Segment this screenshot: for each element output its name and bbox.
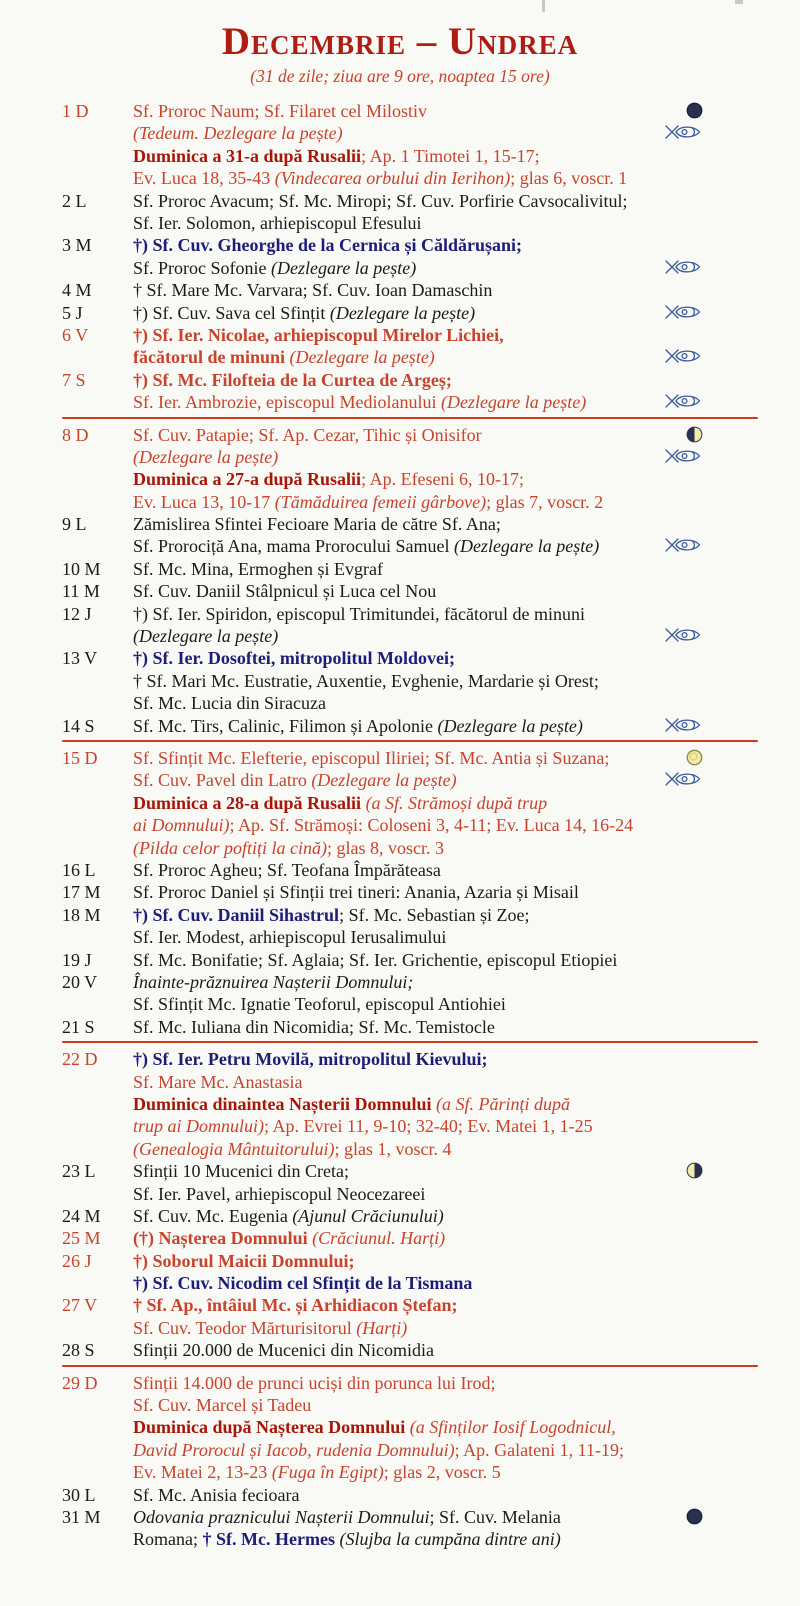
text-segment: †) Sf. Cuv. Sava cel Sfințit bbox=[133, 302, 330, 323]
day-line bbox=[133, 747, 758, 769]
text-segment: ; Ap. 1 Timotei 1, 15-17; bbox=[361, 145, 540, 166]
day-line bbox=[133, 670, 758, 692]
day-line bbox=[133, 1317, 758, 1339]
fish-icon bbox=[664, 536, 706, 555]
text-segment: (Dezlegare la pește) bbox=[289, 347, 435, 368]
text-segment: Sfinții 10 Mucenici din Creta; bbox=[133, 1161, 349, 1182]
text-segment: Sf. Mc. Iuliana din Nicomidia; Sf. Mc. Temistocle bbox=[133, 1016, 495, 1037]
day-row-1 bbox=[62, 100, 758, 190]
day-row-28 bbox=[62, 1339, 758, 1361]
text-segment: făcătorul de minuni bbox=[133, 347, 290, 368]
day-line bbox=[133, 692, 758, 714]
scan-artifact bbox=[735, 0, 743, 4]
text-segment: (Harți) bbox=[356, 1317, 408, 1338]
text-segment: (a Sf. Strămoși după trup bbox=[365, 792, 548, 813]
day-line bbox=[133, 837, 758, 859]
text-segment: Sf. Sfințit Mc. Elefterie, episcopul Iliriei; Sf. Mc. Antia și Suzana; bbox=[133, 748, 610, 769]
text-segment: (Dezlegare la pește) bbox=[311, 770, 457, 791]
text-segment: Sf. Sfințit Mc. Ignatie Teoforul, episcopul Antiohiei bbox=[133, 994, 506, 1015]
day-row-4 bbox=[62, 279, 758, 301]
text-segment: (Dezlegare la pește) bbox=[133, 446, 279, 467]
day-line bbox=[133, 1294, 758, 1316]
text-segment: Sf. Mare Mc. Anastasia bbox=[133, 1071, 303, 1092]
day-line bbox=[133, 513, 758, 535]
day-row-31 bbox=[62, 1506, 758, 1551]
day-line bbox=[133, 558, 758, 580]
text-segment: † Sf. Mare Mc. Varvara; Sf. Cuv. Ioan Damaschin bbox=[133, 280, 493, 301]
day-line bbox=[133, 971, 758, 993]
day-label: 16 L bbox=[62, 859, 96, 880]
day-line bbox=[133, 993, 758, 1015]
day-entry-lines bbox=[133, 558, 758, 580]
day-entry-lines bbox=[133, 647, 758, 714]
day-line bbox=[133, 1183, 758, 1205]
day-label: 19 J bbox=[62, 949, 92, 970]
day-line bbox=[133, 1528, 758, 1550]
text-segment: † Sf. Mc. Hermes bbox=[202, 1529, 340, 1550]
text-segment: (Ajunul Crăciunului) bbox=[292, 1205, 444, 1226]
day-line bbox=[133, 1506, 758, 1528]
day-label: 21 S bbox=[62, 1016, 95, 1037]
text-segment: (Dezlegare la pește) bbox=[453, 536, 600, 557]
text-segment: Sf. Prorociță Ana, mama Prorocului Samuel bbox=[133, 536, 454, 557]
day-entry-lines bbox=[133, 324, 758, 369]
day-entry-lines bbox=[133, 1227, 758, 1249]
day-row-10 bbox=[62, 558, 758, 580]
day-line bbox=[133, 1093, 758, 1115]
moon-phase-light-icon bbox=[686, 749, 703, 766]
day-label: 12 J bbox=[62, 603, 92, 624]
text-segment: †) Sf. Cuv. Nicodim cel Sfințit de la Tismana bbox=[133, 1273, 473, 1294]
moon-phase-half-right-dark-icon bbox=[686, 1162, 703, 1179]
text-segment: Ev. Matei 2, 13-23 bbox=[133, 1462, 272, 1483]
day-label: 18 M bbox=[62, 904, 101, 925]
day-row-2 bbox=[62, 190, 758, 235]
day-entry-lines bbox=[133, 1484, 758, 1506]
text-segment: ; Ap. Evrei 11, 9-10; 32-40; Ev. Matei 1, 1-25 bbox=[264, 1116, 593, 1137]
day-line bbox=[133, 535, 758, 557]
text-segment: (a Sfinților Iosif Logodnicul, bbox=[409, 1417, 616, 1438]
day-row-25 bbox=[62, 1227, 758, 1249]
fish-icon bbox=[664, 258, 706, 277]
day-line bbox=[133, 814, 758, 836]
day-line bbox=[133, 949, 758, 971]
day-line bbox=[133, 1048, 758, 1070]
day-label: 2 L bbox=[62, 190, 87, 211]
text-segment: Sf. Ier. Solomon, arhiepiscopul Efesului bbox=[133, 212, 422, 233]
day-row-26 bbox=[62, 1250, 758, 1295]
text-segment: ai Domnului) bbox=[133, 815, 230, 836]
text-segment: trup ai Domnului) bbox=[133, 1116, 265, 1137]
day-entry-lines bbox=[133, 580, 758, 602]
day-row-7 bbox=[62, 369, 758, 414]
text-segment: Sfinții 14.000 de prunci uciși din porunca lui Irod; bbox=[133, 1372, 496, 1393]
day-entry-lines bbox=[133, 369, 758, 414]
text-segment: Odovania praznicului Nașterii Domnului bbox=[133, 1507, 430, 1528]
day-entry-lines bbox=[133, 859, 758, 881]
day-label: 14 S bbox=[62, 715, 95, 736]
text-segment: (Pilda celor poftiți la cină) bbox=[133, 837, 327, 858]
day-row-12 bbox=[62, 603, 758, 648]
text-segment: Sf. Proroc Sofonie bbox=[133, 257, 271, 278]
text-segment: Sfinții 20.000 de Mucenici din Nicomidia bbox=[133, 1340, 434, 1361]
day-label: 11 M bbox=[62, 581, 100, 602]
day-label: 5 J bbox=[62, 302, 83, 323]
text-segment: Duminica a 27-a după Rusalii bbox=[133, 469, 362, 490]
fish-icon bbox=[664, 770, 706, 789]
text-segment: (Crăciunul. Harți) bbox=[312, 1228, 446, 1249]
day-row-24 bbox=[62, 1205, 758, 1227]
day-label: 8 D bbox=[62, 424, 89, 445]
text-segment: Sf. Cuv. Marcel și Tadeu bbox=[133, 1395, 312, 1416]
day-line bbox=[133, 424, 758, 446]
day-line bbox=[133, 1205, 758, 1227]
text-segment: Sf. Proroc Agheu; Sf. Teofana Împărăteasa bbox=[133, 859, 441, 880]
day-line bbox=[133, 468, 758, 490]
day-label: 1 D bbox=[62, 101, 89, 121]
day-label: 17 M bbox=[62, 882, 101, 903]
fish-icon bbox=[664, 123, 706, 142]
fish-icon bbox=[664, 716, 706, 735]
day-line bbox=[133, 145, 758, 167]
text-segment: David Prorocul și Iacob, rudenia Domnului) bbox=[133, 1439, 455, 1460]
day-line bbox=[133, 1071, 758, 1093]
day-line bbox=[133, 1160, 758, 1182]
day-line bbox=[133, 1250, 758, 1272]
moon-phase-dark-icon bbox=[686, 1508, 703, 1525]
day-line bbox=[133, 257, 758, 279]
day-line bbox=[133, 792, 758, 814]
text-segment: ; Ap. Galateni 1, 11-19; bbox=[454, 1439, 624, 1460]
text-segment: Sf. Mc. Bonifatie; Sf. Aglaia; Sf. Ier. Grichentie, episcopul Etiopiei bbox=[133, 949, 618, 970]
text-segment: †) Sf. Ier. Nicolae, arhiepiscopul Mirelor Lichiei, bbox=[133, 324, 504, 345]
text-segment: Sf. Mc. Anisia fecioara bbox=[133, 1484, 300, 1505]
day-label: 15 D bbox=[62, 748, 98, 769]
day-line bbox=[133, 122, 758, 144]
day-label: 10 M bbox=[62, 558, 101, 579]
day-label: 3 M bbox=[62, 235, 92, 256]
text-segment: ; glas 1, voscr. 4 bbox=[334, 1138, 452, 1159]
text-segment: Duminica după Nașterea Domnului bbox=[133, 1417, 410, 1438]
day-row-18 bbox=[62, 904, 758, 949]
day-label: 9 L bbox=[62, 514, 87, 535]
day-line bbox=[133, 279, 758, 301]
day-line bbox=[133, 1372, 758, 1394]
day-entry-lines bbox=[133, 302, 758, 324]
day-label: 28 S bbox=[62, 1340, 95, 1361]
day-entry-lines bbox=[133, 971, 758, 1016]
text-segment: (Dezlegare la pește) bbox=[329, 302, 476, 323]
day-line bbox=[133, 346, 758, 368]
day-row-11 bbox=[62, 580, 758, 602]
day-line bbox=[133, 580, 758, 602]
fish-icon bbox=[664, 392, 706, 411]
fish-icon bbox=[664, 447, 706, 466]
day-line bbox=[133, 212, 758, 234]
day-label: 24 M bbox=[62, 1205, 101, 1226]
day-line bbox=[133, 1138, 758, 1160]
text-segment: Sf. Cuv. Daniil Stâlpnicul și Luca cel Nou bbox=[133, 581, 437, 602]
day-entry-lines bbox=[133, 1205, 758, 1227]
text-segment: (Dezlegare la pește) bbox=[437, 715, 583, 736]
text-segment: Sf. Ier. Ambrozie, episcopul Mediolanului bbox=[133, 392, 441, 413]
day-entry-lines bbox=[133, 1160, 758, 1205]
text-segment: Sf. Cuv. Pavel din Latro bbox=[133, 770, 312, 791]
day-line bbox=[133, 167, 758, 189]
day-label: 31 M bbox=[62, 1507, 101, 1528]
day-line bbox=[133, 715, 758, 737]
day-line bbox=[133, 190, 758, 212]
text-segment: Sf. Mc. Lucia din Siracuza bbox=[133, 693, 326, 714]
day-line bbox=[133, 603, 758, 625]
day-line bbox=[133, 1416, 758, 1438]
day-label: 20 V bbox=[62, 971, 98, 992]
day-line bbox=[133, 769, 758, 791]
text-segment: ; glas 2, voscr. 5 bbox=[383, 1462, 501, 1483]
text-segment: (a Sf. Părinți după bbox=[436, 1093, 571, 1114]
day-line bbox=[133, 1272, 758, 1294]
day-entry-lines bbox=[133, 715, 758, 737]
day-entry-lines bbox=[133, 190, 758, 235]
day-row-16 bbox=[62, 859, 758, 881]
text-segment: Înainte-prăznuirea Nașterii Domnului; bbox=[133, 971, 414, 992]
day-row-23 bbox=[62, 1160, 758, 1205]
text-segment: †) Sf. Ier. Dosoftei, mitropolitul Moldovei; bbox=[133, 648, 455, 669]
day-row-30 bbox=[62, 1484, 758, 1506]
text-segment: †) Soborul Maicii Domnului; bbox=[133, 1250, 355, 1271]
text-segment: (Dezlegare la pește) bbox=[440, 392, 587, 413]
day-line bbox=[133, 1339, 758, 1361]
day-entry-lines bbox=[133, 279, 758, 301]
day-line bbox=[133, 100, 758, 122]
day-entry-lines bbox=[133, 881, 758, 903]
day-line bbox=[133, 302, 758, 324]
day-entry-lines bbox=[133, 949, 758, 971]
day-line bbox=[133, 1016, 758, 1038]
day-row-21 bbox=[62, 1016, 758, 1038]
day-row-17 bbox=[62, 881, 758, 903]
text-segment: Sf. Ier. Pavel, arhiepiscopul Neocezareei bbox=[133, 1183, 426, 1204]
day-line bbox=[133, 391, 758, 413]
text-segment: (†) Nașterea Domnului bbox=[133, 1228, 313, 1249]
day-label: 30 L bbox=[62, 1484, 96, 1505]
day-line bbox=[133, 369, 758, 391]
day-entry-lines bbox=[133, 100, 758, 190]
text-segment: (Dezlegare la pește) bbox=[133, 626, 279, 647]
day-entry-lines bbox=[133, 1250, 758, 1295]
day-label: 4 M bbox=[62, 280, 92, 301]
day-line bbox=[133, 1484, 758, 1506]
day-line bbox=[133, 1439, 758, 1461]
day-line bbox=[133, 1461, 758, 1483]
day-line bbox=[133, 491, 758, 513]
day-row-22 bbox=[62, 1048, 758, 1160]
text-segment: ; Ap. Sf. Strămoși: Coloseni 3, 4-11; Ev. Luca 14, 16-24 bbox=[229, 815, 634, 836]
day-entry-lines bbox=[133, 424, 758, 514]
text-segment: Sf. Proroc Avacum; Sf. Mc. Miropi; Sf. Cuv. Porfirie Cavsocalivitul; bbox=[133, 190, 628, 211]
day-line bbox=[133, 234, 758, 256]
text-segment: Sf. Cuv. Patapie; Sf. Ap. Cezar, Tihic și Onisifor bbox=[133, 424, 482, 445]
text-segment: Duminica dinaintea Nașterii Domnului bbox=[133, 1093, 437, 1114]
scan-artifact bbox=[542, 0, 545, 12]
text-segment: (Genealogia Mântuitorului) bbox=[133, 1138, 335, 1159]
text-segment: Ev. Luca 13, 10-17 bbox=[133, 491, 275, 512]
fish-icon bbox=[664, 347, 706, 366]
text-segment: (Vindecarea orbului din Ierihon) bbox=[274, 168, 511, 189]
text-segment: Sf. Proroc Daniel și Sfinții trei tineri: Anania, Azaria și Misail bbox=[133, 882, 579, 903]
week-separator bbox=[62, 740, 758, 742]
day-line bbox=[133, 446, 758, 468]
week-separator bbox=[62, 1365, 758, 1367]
day-line bbox=[133, 324, 758, 346]
text-segment: † Sf. Mari Mc. Eustratie, Auxentie, Evghenie, Mardarie și Orest; bbox=[133, 670, 599, 691]
day-row-29 bbox=[62, 1372, 758, 1484]
day-line bbox=[133, 1227, 758, 1249]
day-line bbox=[133, 647, 758, 669]
text-segment: Duminica a 28-a după Rusalii bbox=[133, 792, 366, 813]
day-entry-lines bbox=[133, 747, 758, 859]
text-segment: (Tedeum. Dezlegare la pește) bbox=[133, 123, 343, 144]
text-segment: †) Sf. Mc. Filofteia de la Curtea de Argeș; bbox=[133, 369, 452, 390]
text-segment: ; glas 7, voscr. 2 bbox=[486, 491, 604, 512]
text-segment: ; Sf. Mc. Sebastian și Zoe; bbox=[339, 904, 530, 925]
text-segment: Sf. Ier. Modest, arhiepiscopul Ierusalimului bbox=[133, 927, 447, 948]
day-label: 23 L bbox=[62, 1161, 96, 1182]
text-segment: Sf. Proroc Naum; Sf. Filaret cel Milostiv bbox=[133, 101, 427, 121]
text-segment: Romana; bbox=[133, 1529, 203, 1550]
day-row-14 bbox=[62, 715, 758, 737]
fish-icon bbox=[664, 626, 706, 645]
day-label: 13 V bbox=[62, 648, 98, 669]
text-segment: Zămislirea Sfintei Fecioare Maria de către Sf. Ana; bbox=[133, 514, 501, 535]
day-entry-lines bbox=[133, 603, 758, 648]
text-segment: Sf. Cuv. Teodor Mărturisitorul bbox=[133, 1317, 357, 1338]
fish-icon bbox=[664, 303, 706, 322]
day-row-15 bbox=[62, 747, 758, 859]
day-row-8 bbox=[62, 424, 758, 514]
day-line bbox=[133, 859, 758, 881]
text-segment: (Tămăduirea femeii gârbove) bbox=[274, 491, 487, 512]
day-row-5 bbox=[62, 302, 758, 324]
text-segment: ; glas 8, voscr. 3 bbox=[326, 837, 444, 858]
text-segment: † Sf. Ap., întâiul Mc. și Arhidiacon Ștefan; bbox=[133, 1295, 458, 1316]
day-row-27 bbox=[62, 1294, 758, 1339]
day-entry-lines bbox=[133, 1339, 758, 1361]
day-label: 6 V bbox=[62, 324, 89, 345]
day-row-13 bbox=[62, 647, 758, 714]
page-header bbox=[0, 0, 800, 88]
text-segment: Sf. Mc. Tirs, Calinic, Filimon și Apolonie bbox=[133, 715, 438, 736]
day-label: 22 D bbox=[62, 1049, 98, 1070]
page-subtitle: (31 de zile; ziua are 9 ore, noaptea 15 ore) bbox=[250, 66, 550, 86]
day-entry-lines bbox=[133, 1016, 758, 1038]
day-row-6 bbox=[62, 324, 758, 369]
day-label: 27 V bbox=[62, 1295, 98, 1316]
day-label: 29 D bbox=[62, 1372, 98, 1393]
day-label: 26 J bbox=[62, 1250, 92, 1271]
day-row-9 bbox=[62, 513, 758, 558]
week-separator bbox=[62, 417, 758, 419]
day-entry-lines bbox=[133, 1294, 758, 1339]
day-line bbox=[133, 1394, 758, 1416]
text-segment: †) Sf. Cuv. Gheorghe de la Cernica și Căldărușani; bbox=[133, 235, 523, 256]
day-entry-lines bbox=[133, 904, 758, 949]
calendar-days bbox=[0, 88, 800, 1551]
day-line bbox=[133, 881, 758, 903]
day-label: 7 S bbox=[62, 369, 86, 390]
day-label: 25 M bbox=[62, 1228, 101, 1249]
text-segment: (Dezlegare la pește) bbox=[271, 257, 417, 278]
text-segment: Sf. Cuv. Mc. Eugenia bbox=[133, 1205, 293, 1226]
day-entry-lines bbox=[133, 1048, 758, 1160]
text-segment: Ev. Luca 18, 35-43 bbox=[133, 168, 275, 189]
text-segment: ; Sf. Cuv. Melania bbox=[429, 1507, 561, 1528]
day-entry-lines bbox=[133, 234, 758, 279]
day-row-20 bbox=[62, 971, 758, 1016]
day-line bbox=[133, 1115, 758, 1137]
moon-phase-dark-icon bbox=[686, 102, 703, 119]
moon-phase-half-left-dark-icon bbox=[686, 426, 703, 443]
day-entry-lines bbox=[133, 1372, 758, 1484]
day-row-3 bbox=[62, 234, 758, 279]
text-segment: †) Sf. Ier. Petru Movilă, mitropolitul Kievului; bbox=[133, 1049, 488, 1070]
text-segment: ; Ap. Efeseni 6, 10-17; bbox=[361, 469, 525, 490]
day-row-19 bbox=[62, 949, 758, 971]
page-title: Decembrie – Undrea bbox=[221, 20, 579, 63]
day-entry-lines bbox=[133, 1506, 758, 1551]
text-segment: †) Sf. Cuv. Daniil Sihastrul bbox=[133, 904, 340, 925]
day-line bbox=[133, 625, 758, 647]
text-segment: Sf. Mc. Mina, Ermoghen și Evgraf bbox=[133, 558, 383, 579]
week-separator bbox=[62, 1041, 758, 1043]
day-entry-lines bbox=[133, 513, 758, 558]
text-segment: (Fuga în Egipt) bbox=[271, 1462, 384, 1483]
text-segment: Duminica a 31-a după Rusalii bbox=[133, 145, 362, 166]
text-segment: †) Sf. Ier. Spiridon, episcopul Trimitundei, făcătorul de minuni bbox=[133, 603, 585, 624]
day-line bbox=[133, 926, 758, 948]
text-segment: ; glas 6, voscr. 1 bbox=[510, 168, 628, 189]
text-segment: (Slujba la cumpăna dintre ani) bbox=[339, 1529, 561, 1550]
day-line bbox=[133, 904, 758, 926]
